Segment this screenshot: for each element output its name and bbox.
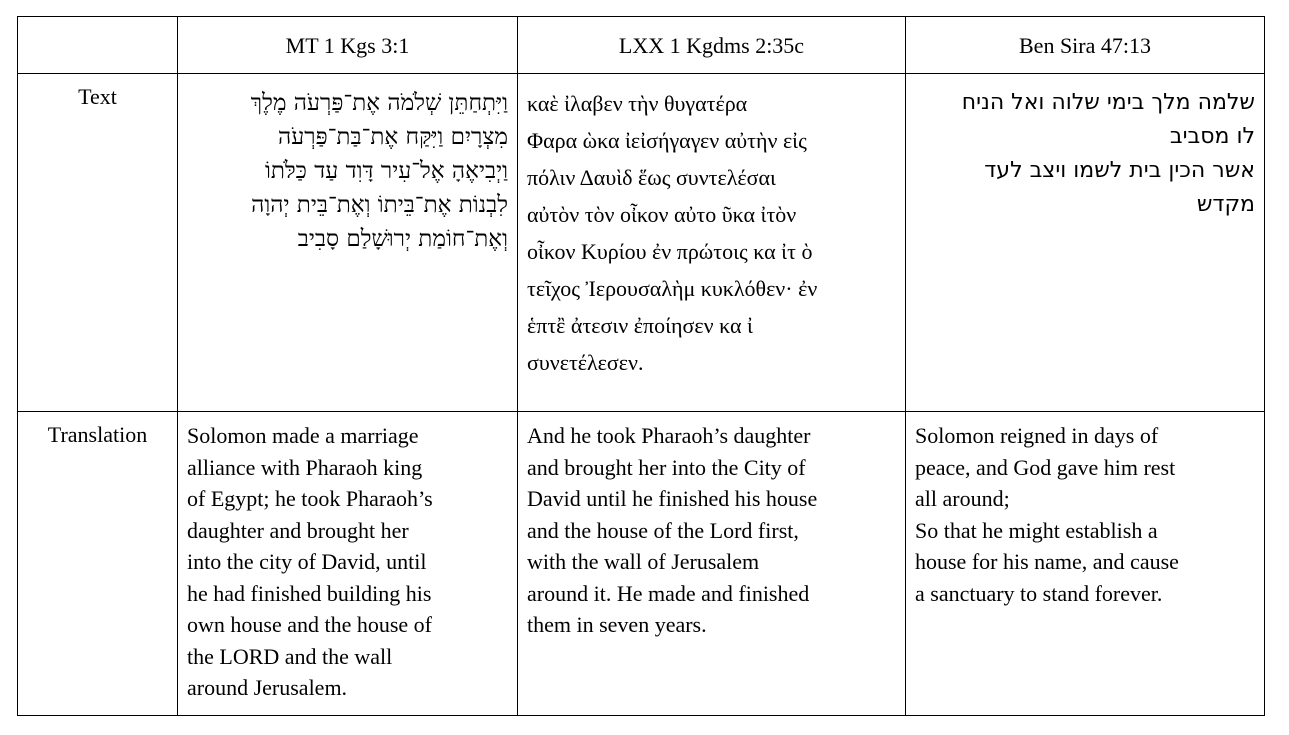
- mt-hebrew-line: לִבְנוֹת אֶת־בֵּיתוֹ וְאֶת־בֵּית יְהוָה: [251, 192, 508, 218]
- lxx-translation-line: with the wall of Jerusalem: [527, 549, 760, 574]
- lxx-greek-line: πόλιν Δαυὶδ ἕως συντελέσαι: [527, 165, 776, 190]
- lxx-translation-line: And he took Pharaoh’s daughter: [527, 423, 811, 448]
- ben-sira-translation-line: a sanctuary to stand forever.: [915, 580, 1163, 606]
- ben-sira-translation-line: So that he might establish a: [915, 517, 1158, 543]
- header-row: [18, 17, 1265, 74]
- mt-hebrew-line: מִצְרָיִם וַיִּקַּח אֶת־בַּת־פַּרְעֹה: [278, 124, 508, 150]
- mt-translation-line: into the city of David, until: [187, 549, 427, 574]
- ben-sira-translation-line: all around;: [915, 486, 1010, 511]
- lxx-translation-line: and brought her into the City of: [527, 454, 806, 480]
- lxx-translation: [518, 412, 906, 716]
- ben-sira-translation-line: house for his name, and cause: [915, 549, 1179, 574]
- mt-hebrew-line: וַיְבִיאֶהָ אֶל־עִיר דָּוִד עַד כַּלֹּתוֹ: [264, 158, 508, 184]
- lxx-greek-line: καὲ ἰλαβεν τὴν θυγατέρα: [527, 91, 748, 116]
- text-row: [18, 74, 1265, 412]
- mt-hebrew-line: וְאֶת־חוֹמַת יְרוּשָׁלַם סָבִיב: [297, 226, 508, 252]
- ben-sira-translation-line: peace, and God gave him rest: [915, 454, 1176, 480]
- comparison-table: [17, 16, 1265, 716]
- lxx-greek-text: [518, 74, 906, 412]
- mt-translation-line: alliance with Pharaoh king: [187, 454, 423, 480]
- mt-hebrew-line: וַיִּתְחַתֵּן שְׁלֹמֹה אֶת־פַּרְעֹה מֶלֶךְ: [250, 90, 508, 116]
- mt-hebrew-text: [178, 74, 518, 412]
- ben-sira-hebrew-line: אשר הכין בית לשמו ויצב לעד: [984, 158, 1255, 183]
- header-mt: MT 1 Kgs 3:1: [178, 17, 518, 74]
- mt-translation-line: he had finished building his: [187, 580, 432, 606]
- header-label-cell: [18, 17, 178, 74]
- lxx-translation-line: around it. He made and finished: [527, 580, 810, 606]
- mt-translation-line: the LORD and the wall: [187, 643, 393, 669]
- lxx-greek-line: Φαρα ὼκα ἰεἰσήγαγεν αὐτὴν εἰς: [527, 128, 807, 153]
- ben-sira-hebrew-line: שלמה מלך בימי שלוה ואל הניח: [961, 90, 1255, 115]
- lxx-translation-line: and the house of the Lord first,: [527, 517, 799, 543]
- ben-sira-translation: [906, 412, 1265, 716]
- ben-sira-hebrew-line: לו מסביב: [1169, 124, 1255, 149]
- lxx-greek-line: ἑπτἒ ἀτεσιν ἐποίησεν κα ἰ: [527, 313, 753, 338]
- mt-translation-line: Solomon made a marriage: [187, 423, 419, 448]
- lxx-translation-line: them in seven years.: [527, 612, 707, 637]
- ben-sira-translation-line: Solomon reigned in days of: [915, 423, 1159, 448]
- header-ben-sira: Ben Sira 47:13: [906, 17, 1265, 74]
- row-label-translation: Translation: [18, 412, 178, 716]
- lxx-greek-line: αὐτὸν τὸν οἶκον αὐτο ῦκα ἰτὸν: [527, 202, 797, 227]
- ben-sira-hebrew-line: מקדש: [1196, 192, 1255, 217]
- mt-translation: [178, 412, 518, 716]
- mt-translation-line: own house and the house of: [187, 612, 433, 637]
- mt-translation-line: daughter and brought her: [187, 517, 409, 543]
- translation-row: [18, 412, 1265, 716]
- mt-translation-line: of Egypt; he took Pharaoh’s: [187, 486, 433, 511]
- header-lxx: LXX 1 Kgdms 2:35c: [518, 17, 906, 74]
- lxx-greek-line: συνετέλεσεν.: [527, 350, 644, 375]
- mt-translation-line: around Jerusalem.: [187, 675, 348, 700]
- row-label-text: Text: [18, 74, 178, 412]
- lxx-greek-line: τεῖχος Ἰερουσαλὴμ κυκλόθεν· ἐν: [527, 276, 818, 301]
- lxx-translation-line: David until he finished his house: [527, 486, 818, 511]
- lxx-greek-line: οἶκον Κυρίου ἐν πρώτοις κα ἰτ ὸ: [527, 239, 813, 264]
- ben-sira-hebrew-text: [906, 74, 1265, 412]
